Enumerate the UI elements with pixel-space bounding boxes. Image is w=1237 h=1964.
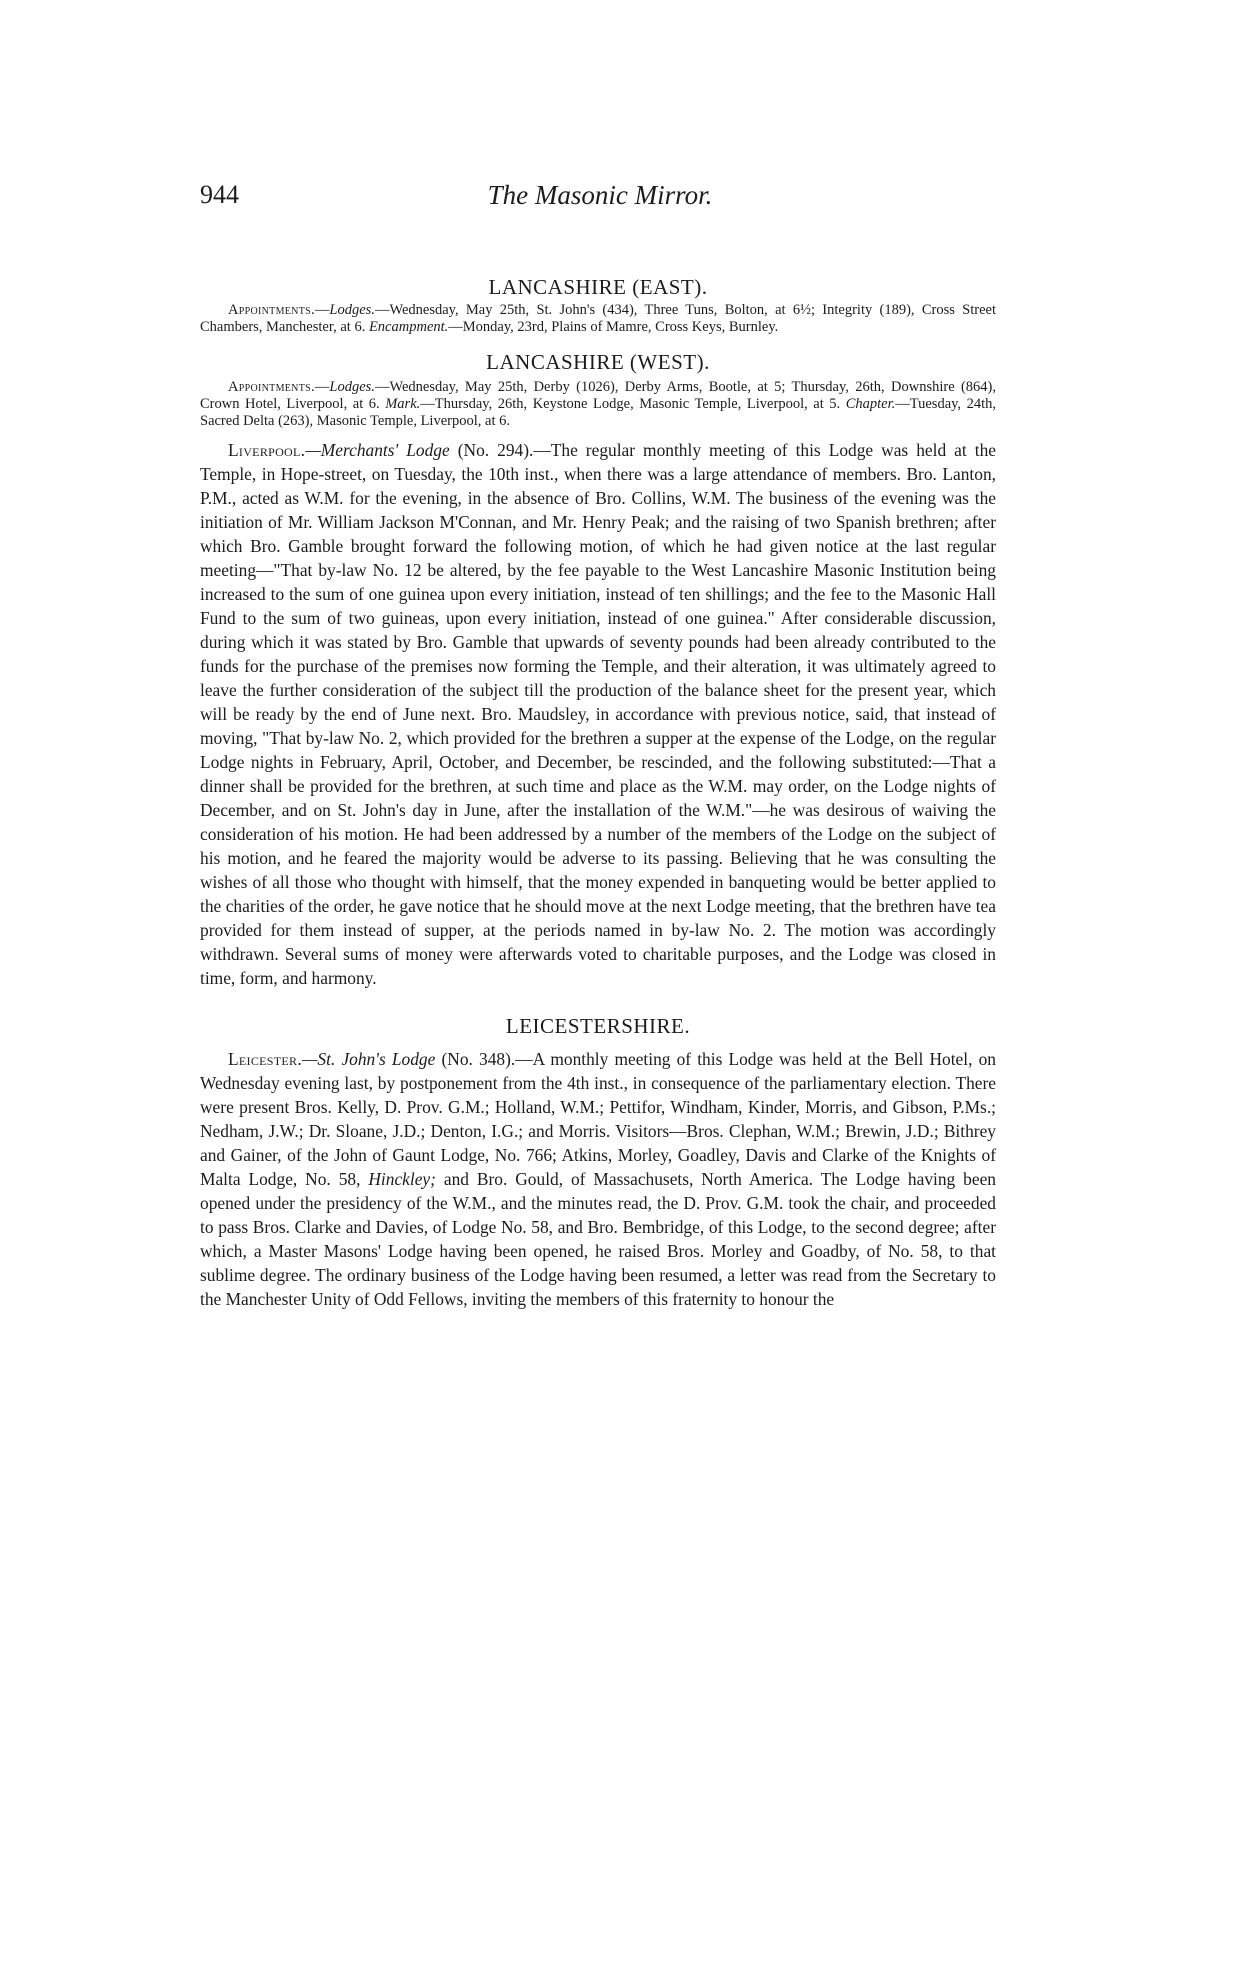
dash: — xyxy=(314,302,330,318)
page-number: 944 xyxy=(200,180,239,209)
dash: — xyxy=(314,379,330,395)
appointments-lancashire-west xyxy=(200,379,996,430)
appointments-lancashire-east xyxy=(200,302,996,336)
mark-text: —Thursday, 26th, Keystone Lodge, Masonic Temple, Liverpool, at 5. xyxy=(420,396,841,412)
lodge-name-merchants: —Merchants' Lodge xyxy=(305,440,450,460)
chapter-text: —Tuesday, 24th, Sacred Delta (263), Masonic Temple, Liverpool, at 6. xyxy=(200,396,997,429)
heading-lancashire-west: LANCASHIRE (WEST). xyxy=(486,350,710,374)
lodges-label: Lodges. xyxy=(329,379,375,395)
encampment-label: Encampment. xyxy=(368,319,449,335)
leicester-report xyxy=(200,1047,996,1311)
heading-lancashire-east: LANCASHIRE (EAST). xyxy=(488,275,708,299)
running-head xyxy=(200,180,1000,220)
lodges-text: —Wednesday, May 25th, Derby (1026), Derby Arms, Bootle, at 5; Thursday, 26th, Downshire (864), Crown Hotel, Liverpool, at 6. xyxy=(200,379,996,412)
lodges-text: —Wednesday, May 25th, St. John's (434), Three Tuns, Bolton, at 6½; Integrity (189), Cross Street Chambers, Manchester, at 6. xyxy=(200,302,996,335)
appointments-label: Appointments. xyxy=(228,302,315,318)
leicester-report-text-1: (No. 348).—A monthly meeting of this Lodge was held at the Bell Hotel, on Wednesday evening last, by postponement from the 4th inst., in consequence of the parliamentary election. There were present Bros. Kelly, D. Prov. G.M.; Holland, W.M.; Pettifor, Windham, Kinder, Morris, and Gibson, P.Ms.; Nedham, J.W.; Dr. Sloane, J.D.; Denton, I.G.; and Morris. Visitors—Bros. Clephan, W.M.; Brewin, J.D.; Bithrey and Gainer, of the John of Gaunt Lodge, No. 766; Atkins, Morley, Goadley, Davis and Clarke of the Knights of Malta Lodge, No. 58, xyxy=(200,1049,996,1189)
mark-label: Mark. xyxy=(385,396,421,412)
place-liverpool: Liverpool. xyxy=(228,440,306,460)
place-hinckley: Hinckley; xyxy=(368,1169,436,1189)
lodges-label: Lodges. xyxy=(329,302,375,318)
leicester-report-text-2: and Bro. Gould, of Massachusets, North America. The Lodge having been opened under the presidency of the W.M., and the minutes read, the D. Prov. G.M. took the chair, and proceeded to pass Bros. Clarke and Davies, of Lodge No. 58, and Bro. Bembridge, of this Lodge, to the second degree; after which, a Master Masons' Lodge having been opened, he raised Bros. Morley and Goadby, of No. 58, to that sublime degree. The ordinary business of the Lodge having been resumed, a letter was read from the Secretary to the Manchester Unity of Odd Fellows, inviting the members of this fraternity to honour the xyxy=(200,1169,997,1309)
chapter-label: Chapter. xyxy=(845,396,896,412)
liverpool-report xyxy=(200,438,996,990)
liverpool-report-text: (No. 294).—The regular monthly meeting of this Lodge was held at the Temple, in Hope-street, on Tuesday, the 10th inst., when there was a large attendance of members. Bro. Lanton, P.M., acted as W.M. for the evening, in the absence of Bro. Collins, W.M. The business of the evening was the initiation of Mr. William Jackson M'Connan, and Mr. Henry Peak; and the raising of two Spanish brethren; after which Bro. Gamble brought forward the following motion, of which he had given notice at the last regular meeting—"That by-law No. 12 be altered, by the fee payable to the West Lancashire Masonic Institution being increased to the sum of one guinea upon every initiation, instead of ten shillings; and the fee to the Masonic Hall Fund to the sum of two guineas, upon every initiation, instead of one guinea." After considerable discussion, during which it was stated by Bro. Gamble that upwards of seventy pounds had been already contributed to the funds for the purchase of the premises now forming the Temple, and their alteration, it was ultimately agreed to leave the further consideration of the subject till the production of the balance sheet for the present year, which will be ready by the end of June next. Bro. Maudsley, in accordance with previous notice, said, that instead of moving, "That by-law No. 2, which provided for the brethren a supper at the expense of the Lodge, on the regular Lodge nights in February, April, October, and December, be rescinded, and the following substituted:—That a dinner shall be provided for the brethren, at such time and place as the W.M. may order, on the Lodge nights of December, and on St. John's day in June, after the installation of the W.M."—he was desirous of waiving the consideration of his motion. He had been addressed by a number of the members of the Lodge on the subject of his motion, and he feared the majority would be adverse to its passing. Believing that he was consulting the wishes of all those who thought with himself, that the money expended in banqueting would be better applied to the charities of the order, he gave notice that he should move at the next Lodge meeting, that the brethren have tea provided for them instead of supper, at the periods named in by-law No. 2. The motion was accordingly withdrawn. Several sums of money were afterwards voted to charitable purposes, and the Lodge was closed in time, form, and harmony. xyxy=(200,440,996,988)
place-leicester: Leicester. xyxy=(228,1049,302,1069)
journal-title: The Masonic Mirror. xyxy=(487,180,713,210)
encampment-text: —Monday, 23rd, Plains of Mamre, Cross Keys, Burnley. xyxy=(448,319,779,335)
appointments-label: Appointments. xyxy=(228,379,315,395)
text-column xyxy=(200,275,996,1311)
lodge-name-st-johns: —St. John's Lodge xyxy=(301,1049,436,1069)
heading-leicestershire: LEICESTERSHIRE. xyxy=(505,1014,691,1038)
